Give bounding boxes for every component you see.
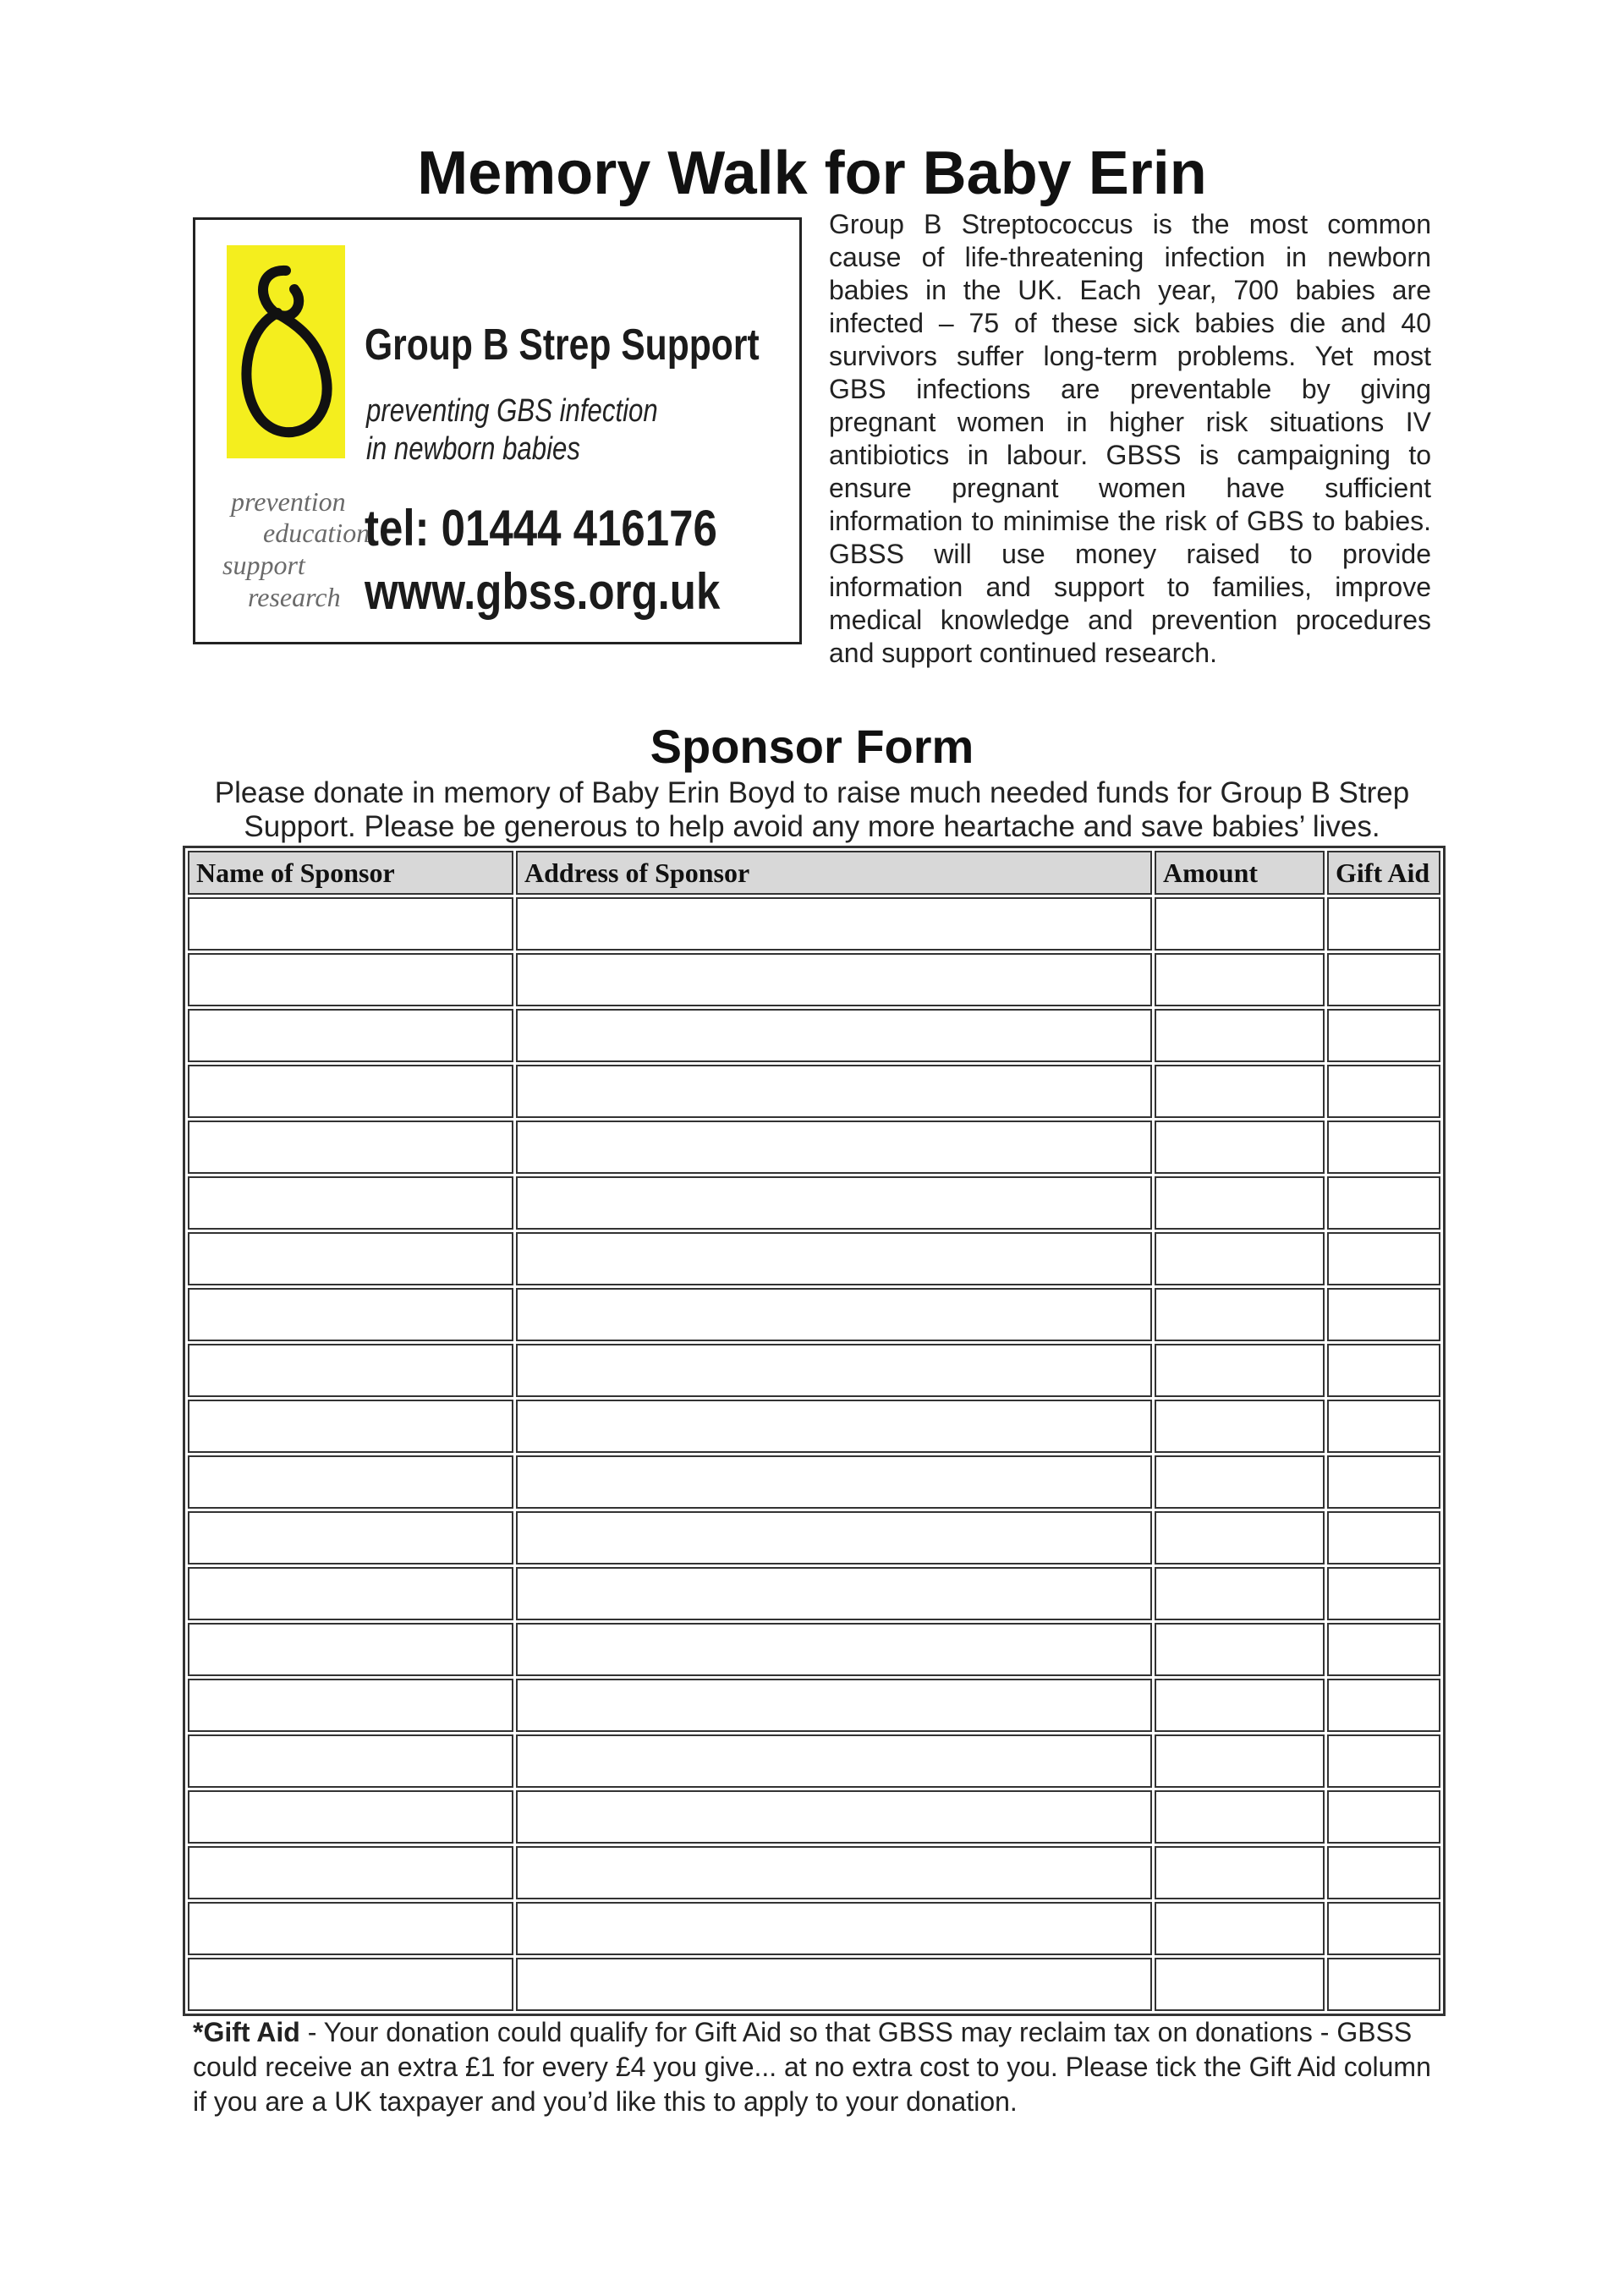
table-row: [188, 1065, 1440, 1118]
table-row: [188, 1734, 1440, 1788]
column-header-address: Address of Sponsor: [516, 851, 1152, 895]
side-word-research: research: [248, 582, 341, 612]
gift-aid-text: - Your donation could qualify for Gift Aid so that GBSS may reclaim tax on donations - GBSS could receive an extra £1 for every £4 you give... at no extra cost to you. Please tick the Gift Aid column if you are a UK taxpayer and you’d like this to apply to your donation.: [193, 2017, 1431, 2117]
amount-cell[interactable]: [1155, 1511, 1325, 1564]
name-cell[interactable]: [188, 1455, 513, 1509]
name-cell[interactable]: [188, 1511, 513, 1564]
figure-b-icon: [227, 245, 345, 458]
address-cell[interactable]: [516, 1121, 1152, 1174]
gbss-logo-mark: [227, 245, 345, 458]
name-cell[interactable]: [188, 1734, 513, 1788]
gift-aid-cell[interactable]: [1327, 1009, 1440, 1062]
gift-aid-cell[interactable]: [1327, 897, 1440, 951]
address-cell[interactable]: [516, 1734, 1152, 1788]
gift-aid-cell[interactable]: [1327, 1232, 1440, 1285]
table-row: [188, 1679, 1440, 1732]
gift-aid-cell[interactable]: [1327, 1567, 1440, 1620]
amount-cell[interactable]: [1155, 953, 1325, 1006]
side-word-prevention: prevention: [231, 486, 346, 517]
amount-cell[interactable]: [1155, 1734, 1325, 1788]
table-header-row: [188, 851, 1440, 895]
address-cell[interactable]: [516, 1846, 1152, 1899]
address-cell[interactable]: [516, 1455, 1152, 1509]
gift-aid-cell[interactable]: [1327, 1846, 1440, 1899]
org-name: Group B Strep Support: [365, 321, 760, 370]
amount-cell[interactable]: [1155, 1958, 1325, 2011]
amount-cell[interactable]: [1155, 1288, 1325, 1341]
website-url: www.gbss.org.uk: [365, 563, 721, 620]
name-cell[interactable]: [188, 1288, 513, 1341]
table-row: [188, 1121, 1440, 1174]
table-row: [188, 1344, 1440, 1397]
amount-cell[interactable]: [1155, 1567, 1325, 1620]
gift-aid-cell[interactable]: [1327, 1344, 1440, 1397]
name-cell[interactable]: [188, 897, 513, 951]
name-cell[interactable]: [188, 1121, 513, 1174]
amount-cell[interactable]: [1155, 1065, 1325, 1118]
table-row: [188, 1009, 1440, 1062]
amount-cell[interactable]: [1155, 1455, 1325, 1509]
gift-aid-cell[interactable]: [1327, 1790, 1440, 1844]
gift-aid-cell[interactable]: [1327, 1400, 1440, 1453]
address-cell[interactable]: [516, 1511, 1152, 1564]
address-cell[interactable]: [516, 897, 1152, 951]
address-cell[interactable]: [516, 1902, 1152, 1955]
sponsor-table: [183, 846, 1446, 2016]
name-cell[interactable]: [188, 1232, 513, 1285]
gift-aid-cell[interactable]: [1327, 1511, 1440, 1564]
name-cell[interactable]: [188, 1567, 513, 1620]
amount-cell[interactable]: [1155, 1790, 1325, 1844]
amount-cell[interactable]: [1155, 1846, 1325, 1899]
gift-aid-cell[interactable]: [1327, 953, 1440, 1006]
name-cell[interactable]: [188, 953, 513, 1006]
amount-cell[interactable]: [1155, 1232, 1325, 1285]
amount-cell[interactable]: [1155, 1009, 1325, 1062]
name-cell[interactable]: [188, 1400, 513, 1453]
table-row: [188, 1790, 1440, 1844]
name-cell[interactable]: [188, 1065, 513, 1118]
gift-aid-cell[interactable]: [1327, 1065, 1440, 1118]
table-row: [188, 1511, 1440, 1564]
sponsor-form-title: Sponsor Form: [650, 720, 974, 773]
table-row: [188, 1176, 1440, 1230]
address-cell[interactable]: [516, 1679, 1152, 1732]
column-header-name: Name of Sponsor: [188, 851, 513, 895]
table-row: [188, 897, 1440, 951]
address-cell[interactable]: [516, 1232, 1152, 1285]
address-cell[interactable]: [516, 1790, 1152, 1844]
address-cell[interactable]: [516, 1176, 1152, 1230]
amount-cell[interactable]: [1155, 1902, 1325, 1955]
gift-aid-cell[interactable]: [1327, 1734, 1440, 1788]
name-cell[interactable]: [188, 1902, 513, 1955]
table-row: [188, 1623, 1440, 1676]
table-row: [188, 1846, 1440, 1899]
table-row: [188, 1232, 1440, 1285]
amount-cell[interactable]: [1155, 1176, 1325, 1230]
address-cell[interactable]: [516, 1065, 1152, 1118]
column-header-gift-aid: Gift Aid: [1327, 851, 1440, 895]
address-cell[interactable]: [516, 1623, 1152, 1676]
gift-aid-cell[interactable]: [1327, 1958, 1440, 2011]
name-cell[interactable]: [188, 1790, 513, 1844]
address-cell[interactable]: [516, 1400, 1152, 1453]
amount-cell[interactable]: [1155, 1344, 1325, 1397]
column-header-amount: Amount: [1155, 851, 1325, 895]
address-cell[interactable]: [516, 1958, 1152, 2011]
amount-cell[interactable]: [1155, 897, 1325, 951]
tagline-line2: in newborn babies: [366, 431, 580, 467]
address-cell[interactable]: [516, 1344, 1152, 1397]
address-cell[interactable]: [516, 1009, 1152, 1062]
name-cell[interactable]: [188, 1679, 513, 1732]
name-cell[interactable]: [188, 1344, 513, 1397]
amount-cell[interactable]: [1155, 1679, 1325, 1732]
name-cell[interactable]: [188, 1009, 513, 1062]
gift-aid-cell[interactable]: [1327, 1455, 1440, 1509]
table-row: [188, 1400, 1440, 1453]
gift-aid-cell[interactable]: [1327, 1623, 1440, 1676]
amount-cell[interactable]: [1155, 1121, 1325, 1174]
side-word-education: education: [263, 518, 370, 548]
name-cell[interactable]: [188, 1846, 513, 1899]
gift-aid-cell[interactable]: [1327, 1121, 1440, 1174]
name-cell[interactable]: [188, 1958, 513, 2011]
table-row: [188, 953, 1440, 1006]
gbss-logo-box: [193, 217, 802, 644]
donate-description: Please donate in memory of Baby Erin Boyd to raise much needed funds for Group B Strep Support. Please be generous to help avoid any more heartache and save babies’ lives.: [214, 776, 1410, 843]
table-row: [188, 1902, 1440, 1955]
amount-cell[interactable]: [1155, 1400, 1325, 1453]
gift-aid-cell[interactable]: [1327, 1288, 1440, 1341]
gift-aid-cell[interactable]: [1327, 1176, 1440, 1230]
name-cell[interactable]: [188, 1623, 513, 1676]
intro-paragraph: Group B Streptococcus is the most common cause of life-threatening infection in newborn babies in the UK. Each year, 700 babies are infected – 75 of these sick babies die and 40 survivors suffer long-term problems. Yet most GBS infections are preventable by giving pregnant women in higher risk situations IV antibiotics in labour. GBSS is campaigning to ensure pregnant women have sufficient information to minimise the risk of GBS to babies. GBSS will use money raised to provide information and support to families, improve medical knowledge and prevention procedures and support continued research.: [829, 209, 1431, 668]
amount-cell[interactable]: [1155, 1623, 1325, 1676]
phone-number: tel: 01444 416176: [365, 500, 717, 556]
table-row: [188, 1958, 1440, 2011]
gift-aid-cell[interactable]: [1327, 1679, 1440, 1732]
page-title: Memory Walk for Baby Erin: [417, 140, 1207, 207]
side-word-support: support: [222, 550, 305, 580]
address-cell[interactable]: [516, 1288, 1152, 1341]
table-row: [188, 1567, 1440, 1620]
name-cell[interactable]: [188, 1176, 513, 1230]
table-row: [188, 1288, 1440, 1341]
table-row: [188, 1455, 1440, 1509]
tagline-line1: preventing GBS infection: [366, 393, 658, 429]
gift-aid-footnote: [193, 2015, 1436, 2119]
address-cell[interactable]: [516, 1567, 1152, 1620]
gift-aid-cell[interactable]: [1327, 1902, 1440, 1955]
gift-aid-label: *Gift Aid: [193, 2017, 300, 2047]
address-cell[interactable]: [516, 953, 1152, 1006]
